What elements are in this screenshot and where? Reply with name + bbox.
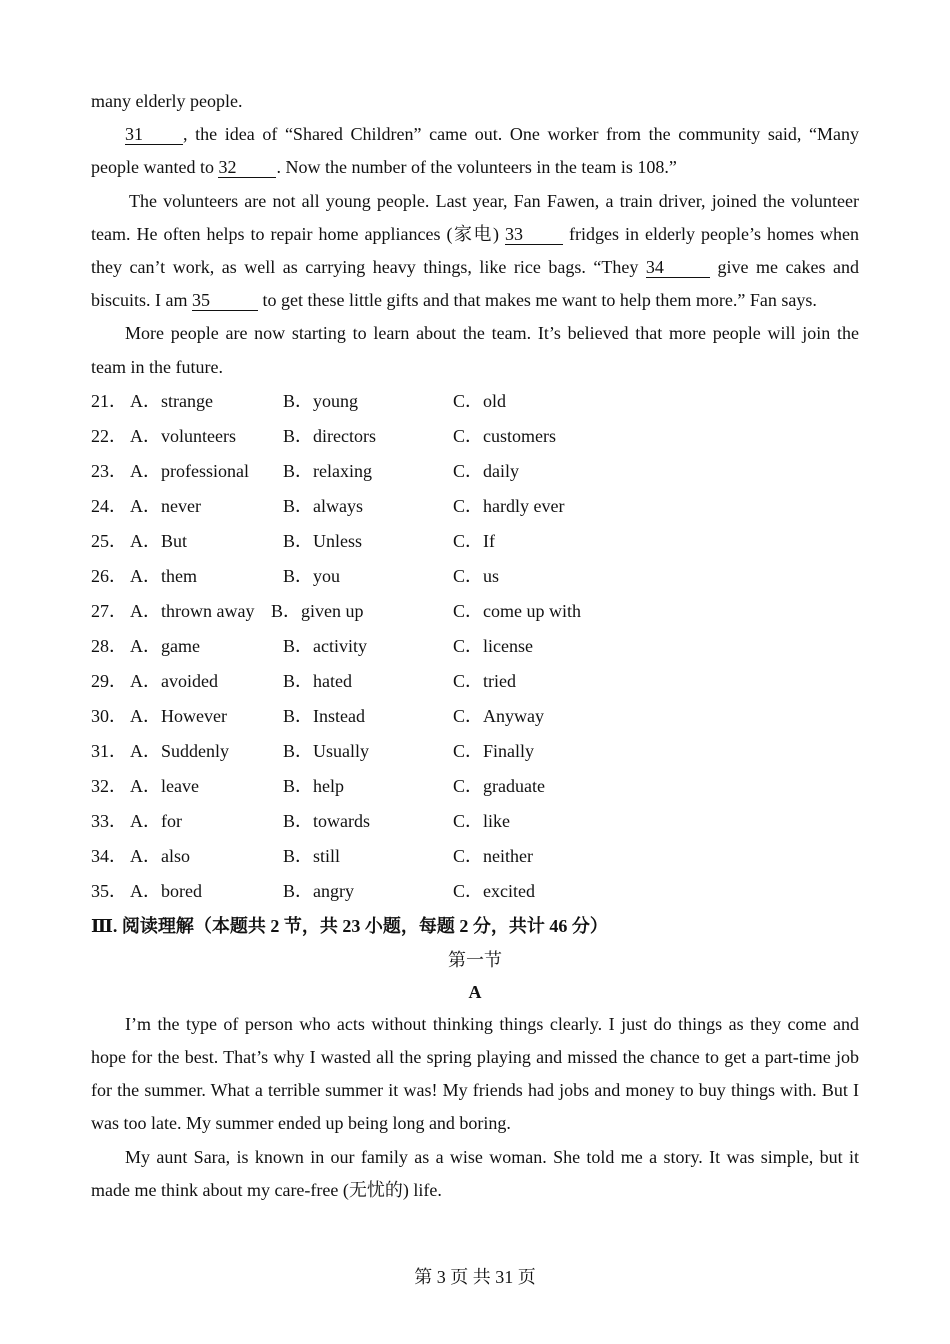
option-a: A．game (130, 635, 200, 656)
passage-text: fridges in elderly people’s homes when they can’t work, as well as carrying heavy things, like rice bags. “They (91, 223, 859, 278)
passage-paragraph-2 (91, 185, 859, 318)
option-a: A．never (130, 495, 201, 516)
option-c: C．old (453, 390, 507, 411)
option-a: A．bored (130, 880, 202, 901)
option-a: A．volunteers (130, 425, 236, 446)
option-c: C．like (453, 810, 510, 831)
question-number: 32． (91, 775, 127, 796)
page-number: 第 3 页 共 31 页 (414, 1267, 536, 1287)
question-number: 21． (91, 390, 127, 411)
document-page (91, 85, 859, 1207)
question-row (91, 419, 859, 454)
question-row (91, 594, 859, 629)
option-b: B．directors (283, 425, 376, 446)
passage-paragraph-3: More people are now starting to learn about the team. It’s believed that more people will join the team in the future. (91, 323, 859, 377)
question-row (91, 384, 859, 419)
question-number: 29． (91, 670, 127, 691)
option-c: C．Finally (453, 740, 535, 761)
option-a: A．leave (130, 775, 199, 796)
question-number: 27． (91, 600, 127, 621)
reading-paragraph-2: My aunt Sara, is known in our family as a wise woman. She told me a story. It was simple, but it made me think about my care-free (无忧的) life. (91, 1146, 859, 1200)
option-b: B．young (283, 390, 359, 411)
passage-label: A (468, 981, 482, 1002)
option-c: C．tried (453, 670, 516, 691)
option-a: A．also (130, 845, 190, 866)
question-row (91, 454, 859, 489)
option-c: C．neither (453, 845, 533, 866)
option-a: A．avoided (130, 670, 218, 691)
option-c: C．Anyway (453, 705, 544, 726)
question-number: 34． (91, 845, 127, 866)
question-number: 30． (91, 705, 127, 726)
option-b: B．given up (271, 600, 364, 621)
question-row (91, 734, 859, 769)
section-heading: Ⅲ. 阅读理解（本题共 2 节，共 23 小题，每题 2 分，共计 46 分） (91, 915, 608, 936)
question-row (91, 699, 859, 734)
option-b: B．still (283, 845, 341, 866)
option-a: A．for (130, 810, 182, 831)
option-b: B．help (283, 775, 344, 796)
blank-31: 31 (125, 124, 183, 145)
passage-text: give me cakes and biscuits. I am (91, 257, 859, 311)
reading-paragraph-1: I’m the type of person who acts without thinking things clearly. I just do things as they come and hope for the best. That’s why I wasted all the spring playing and missed the chance to get a part-time job for the summer. What a terrible summer it was! My friends had jobs and money to buy things with. But I was too late. My summer ended up being long and boring. (91, 1013, 859, 1134)
part-title: 第一节 (448, 949, 502, 970)
blank-32: 32 (218, 157, 276, 178)
question-number: 28． (91, 635, 127, 656)
option-b: B．activity (283, 635, 367, 656)
option-c: C．daily (453, 460, 519, 481)
option-c: C．graduate (453, 775, 545, 796)
option-c: C．license (453, 635, 533, 656)
question-row (91, 629, 859, 664)
option-b: B．hated (283, 670, 352, 691)
question-number: 35． (91, 880, 127, 901)
option-c: C．excited (453, 880, 535, 901)
question-row (91, 804, 859, 839)
option-a: A．However (130, 705, 227, 726)
question-list (91, 384, 859, 909)
option-b: B．Unless (283, 530, 363, 551)
option-b: B．angry (283, 880, 354, 901)
option-c: C．customers (453, 425, 556, 446)
question-number: 23． (91, 460, 127, 481)
option-b: B．always (283, 495, 363, 516)
question-row (91, 839, 859, 874)
option-a: A．strange (130, 390, 213, 411)
option-a: A．professional (130, 460, 249, 481)
question-row (91, 874, 859, 909)
question-number: 22． (91, 425, 127, 446)
option-b: B．relaxing (283, 460, 372, 481)
passage-text: The volunteers are not all young people. Last year, Fan Fawen, a train driver, joined the volunteer team. He often helps to repair home appliances (家电) (91, 190, 859, 244)
option-c: C．If (453, 530, 495, 551)
question-row (91, 489, 859, 524)
passage-paragraph-0: many elderly people. (91, 91, 243, 111)
passage-text: to get these little gifts and that makes me want to help them more.” Fan says. (258, 290, 817, 311)
question-number: 31． (91, 740, 127, 761)
option-c: C．hardly ever (453, 495, 565, 516)
passage-text: , the idea of “Shared Children” came out. One worker from the community said, “Many people wanted to (91, 124, 859, 178)
option-b: B．you (283, 565, 341, 586)
option-a: A．Suddenly (130, 740, 229, 761)
option-a: A．thrown away (130, 600, 255, 621)
question-number: 24． (91, 495, 127, 516)
question-row (91, 524, 859, 559)
question-row (91, 769, 859, 804)
question-number: 33． (91, 810, 127, 831)
option-c: C．come up with (453, 600, 581, 621)
question-row (91, 664, 859, 699)
option-b: B．Usually (283, 740, 370, 761)
blank-35: 35 (192, 290, 258, 311)
blank-33: 33 (505, 224, 563, 245)
option-b: B．towards (283, 810, 370, 831)
passage-paragraph-1 (91, 118, 859, 184)
blank-34: 34 (646, 257, 710, 278)
passage-text: . Now the number of the volunteers in the team is 108.” (276, 157, 677, 178)
question-number: 26． (91, 565, 127, 586)
option-a: A．But (130, 530, 188, 551)
question-number: 25． (91, 530, 127, 551)
option-c: C．us (453, 565, 500, 586)
question-row (91, 559, 859, 594)
option-b: B．Instead (283, 705, 365, 726)
option-a: A．them (130, 565, 197, 586)
